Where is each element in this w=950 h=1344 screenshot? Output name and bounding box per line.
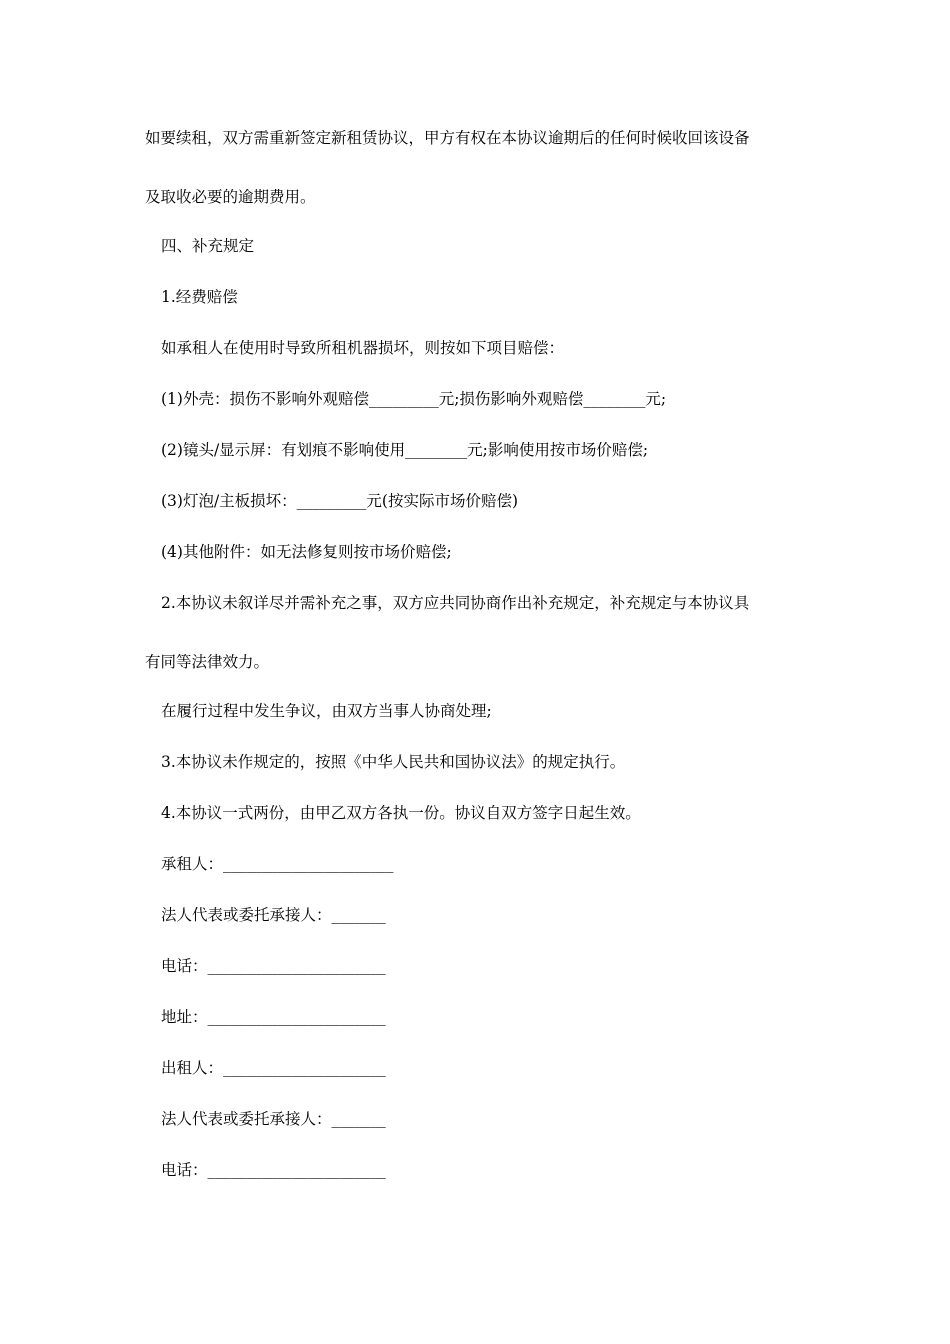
signature-lessee: 承租人：______________________ [161,855,394,873]
signature-lessee-representative: 法人代表或委托承接人：_______ [161,906,386,924]
clause-4: 4.本协议一式两份，由甲乙双方各执一份。协议自双方签字日起生效。 [161,804,641,822]
signature-lessor-representative: 法人代表或委托承接人：_______ [161,1110,386,1128]
signature-lessee-address: 地址：_______________________ [161,1008,386,1026]
compensation-item-accessories: (4)其他附件：如无法修复则按市场价赔偿; [161,543,452,561]
dispute-clause: 在履行过程中发生争议，由双方当事人协商处理; [161,702,492,720]
clause-2-line-2: 有同等法律效力。 [145,653,270,671]
compensation-item-bulb: (3)灯泡/主板损坏：_________元(按实际市场价赔偿) [161,492,519,510]
compensation-item-lens: (2)镜头/显示屏：有划痕不影响使用________元;影响使用按市场价赔偿; [161,441,649,459]
compensation-intro: 如承租人在使用时导致所租机器损坏，则按如下项目赔偿： [161,339,565,357]
signature-lessor: 出租人：_____________________ [161,1059,386,1077]
compensation-item-shell: (1)外壳：损伤不影响外观赔偿_________元;损伤影响外观赔偿________元; [161,390,667,408]
signature-lessor-phone: 电话：_______________________ [161,1161,386,1179]
section-heading-supplementary: 四、补充规定 [161,237,255,255]
signature-lessee-phone: 电话：_______________________ [161,957,386,975]
clause-3: 3.本协议未作规定的，按照《中华人民共和国协议法》的规定执行。 [161,753,626,771]
paragraph-renewal-line-2: 及取收必要的逾期费用。 [145,188,316,206]
subsection-heading-compensation: 1.经费赔偿 [161,288,238,306]
clause-2-line-1: 2.本协议未叙详尽并需补充之事，双方应共同协商作出补充规定，补充规定与本协议具 [161,594,750,612]
paragraph-renewal-line-1: 如要续租，双方需重新签定新租赁协议，甲方有权在本协议逾期后的任何时候收回该设备 [145,129,750,147]
